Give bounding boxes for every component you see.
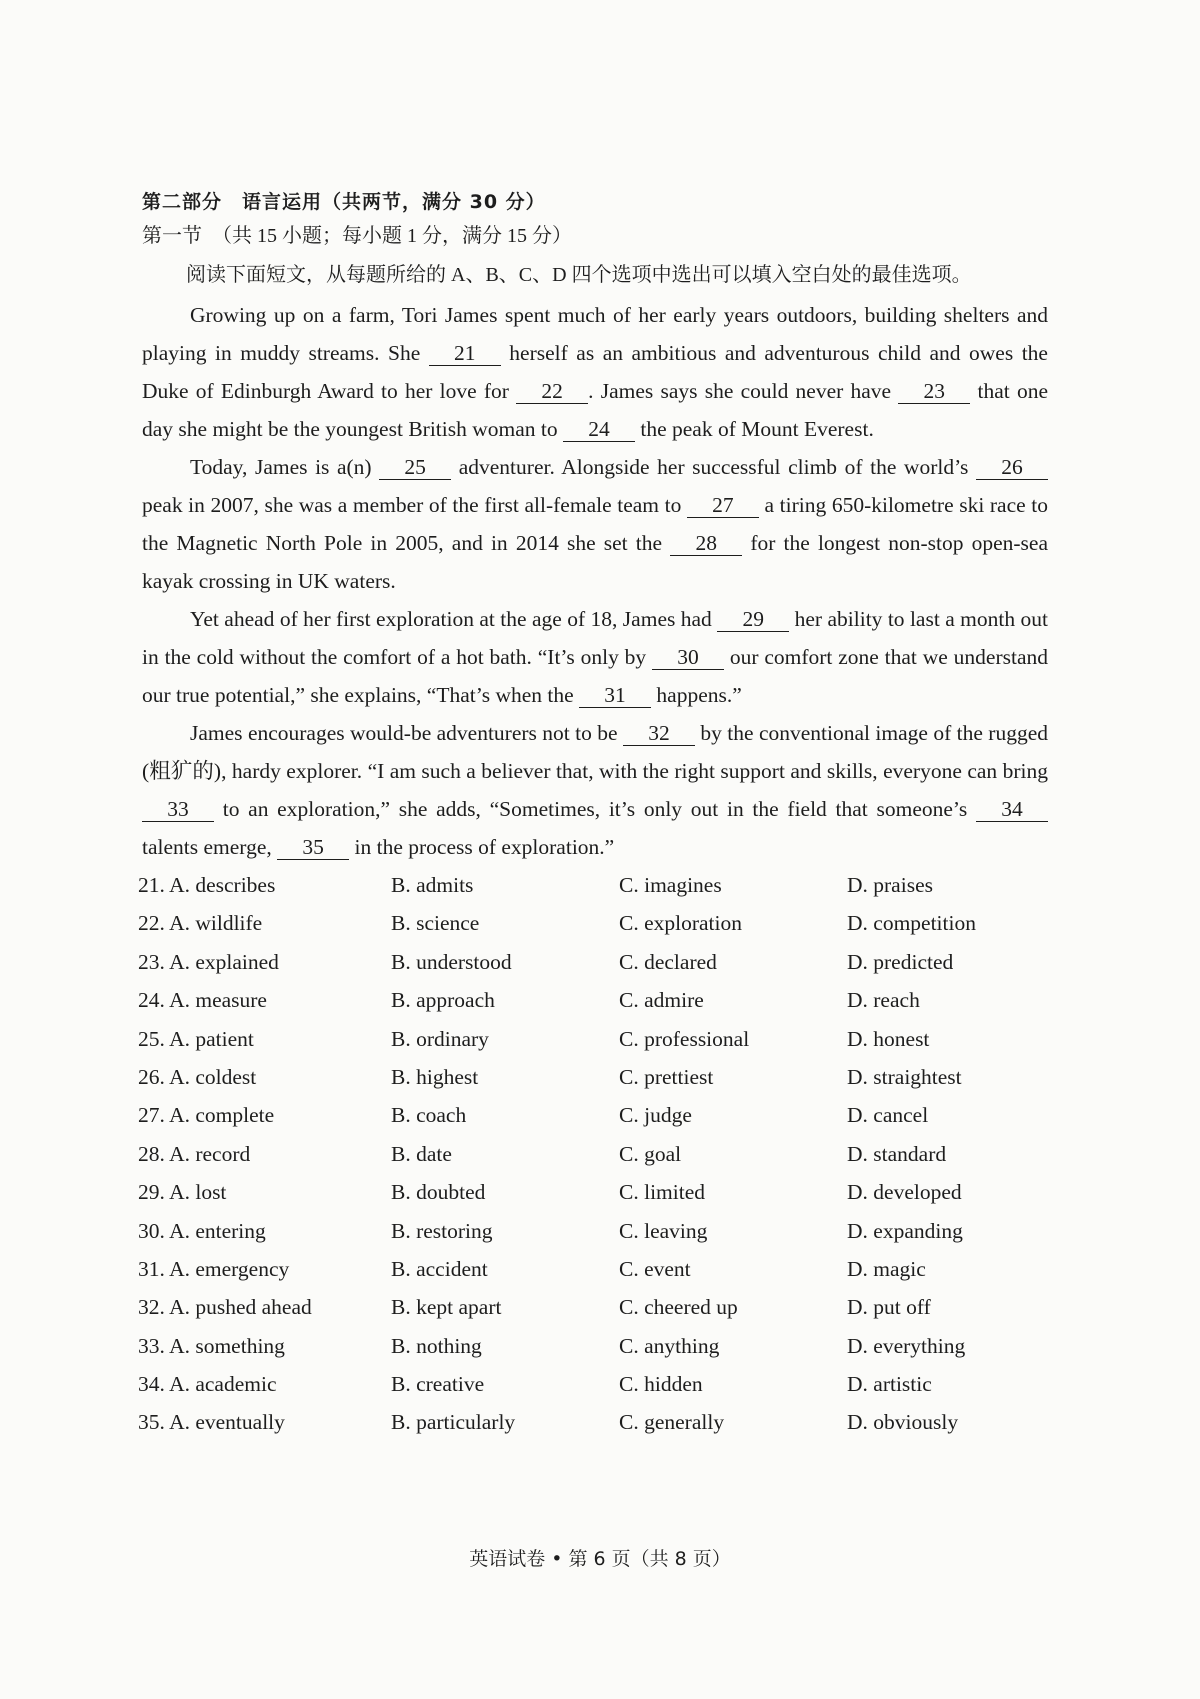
text-run: . James says she could never have xyxy=(588,379,899,403)
text-run: our comfort zone that we understand our true potential,” she explains, “That’s when the xyxy=(142,645,1048,707)
option-c: C. goal xyxy=(619,1141,682,1166)
text-run: adventurer. Alongside her successful climb of the world’s xyxy=(451,455,976,479)
blank-28: 28 xyxy=(670,531,742,556)
blank-21: 21 xyxy=(429,341,501,366)
option-d: D. honest xyxy=(847,1026,930,1051)
page-footer: 英语试卷 • 第 6 页（共 8 页） xyxy=(469,1548,731,1570)
question-35 xyxy=(138,1403,1048,1441)
option-b: B. nothing xyxy=(391,1333,482,1358)
option-b: B. highest xyxy=(391,1064,479,1089)
question-22 xyxy=(138,904,1048,942)
question-32 xyxy=(138,1288,1048,1326)
option-d: D. predicted xyxy=(847,949,954,974)
option-d: D. everything xyxy=(847,1333,966,1358)
blank-26: 26 xyxy=(976,455,1048,480)
option-b: B. creative xyxy=(391,1372,485,1397)
option-c: C. cheered up xyxy=(619,1295,738,1320)
text-run: happens.” xyxy=(651,683,742,707)
option-a: 34. A. academic xyxy=(138,1372,277,1397)
option-b: B. accident xyxy=(391,1256,488,1281)
question-28 xyxy=(138,1135,1048,1173)
text-run: talents emerge, xyxy=(142,835,278,859)
text-run: by the conventional image of the rugged (粗犷的), hardy explorer. “I am such a believer that, with the right support and skills, everyone can bring xyxy=(142,721,1048,783)
option-a: 33. A. something xyxy=(138,1333,285,1358)
text-run: to an exploration,” she adds, “Sometimes, it’s only out in the field that someone’s xyxy=(214,797,976,821)
text-run: peak in 2007, she was a member of the first all-female team to xyxy=(142,493,687,517)
blank-32: 32 xyxy=(623,721,695,746)
option-c: C. professional xyxy=(619,1026,750,1051)
blank-24: 24 xyxy=(563,417,635,442)
option-b: B. kept apart xyxy=(391,1295,502,1320)
option-c: C. generally xyxy=(619,1410,725,1435)
option-d: D. cancel xyxy=(847,1103,929,1128)
question-23 xyxy=(138,943,1048,981)
question-24 xyxy=(138,981,1048,1019)
blank-35: 35 xyxy=(277,835,349,860)
option-b: B. particularly xyxy=(391,1410,516,1435)
option-b: B. date xyxy=(391,1141,452,1166)
option-d: D. obviously xyxy=(847,1410,959,1435)
text-run: Today, James is a(n) xyxy=(190,455,380,479)
question-30 xyxy=(138,1212,1048,1250)
blank-29: 29 xyxy=(717,607,789,632)
text-run: Yet ahead of her first exploration at the age of 18, James had xyxy=(190,607,718,631)
option-c: C. prettiest xyxy=(619,1064,714,1089)
option-b: B. ordinary xyxy=(391,1026,489,1051)
blank-31: 31 xyxy=(579,683,651,708)
option-a: 31. A. emergency xyxy=(138,1256,290,1281)
passage-paragraph-2 xyxy=(142,448,1048,600)
option-d: D. put off xyxy=(847,1295,931,1320)
text-run: the peak of Mount Everest. xyxy=(635,417,874,441)
option-c: C. limited xyxy=(619,1180,705,1205)
passage-paragraph-4 xyxy=(142,714,1048,866)
option-d: D. standard xyxy=(847,1141,947,1166)
blank-34: 34 xyxy=(976,797,1048,822)
option-c: C. judge xyxy=(619,1103,692,1128)
option-c: C. exploration xyxy=(619,911,743,936)
option-b: B. approach xyxy=(391,988,495,1013)
option-d: D. magic xyxy=(847,1256,926,1281)
option-d: D. straightest xyxy=(847,1064,962,1089)
option-c: C. declared xyxy=(619,949,717,974)
question-31 xyxy=(138,1250,1048,1288)
text-run: for the longest non-stop open-sea kayak crossing in UK waters. xyxy=(142,531,1048,593)
option-a: 30. A. entering xyxy=(138,1218,266,1243)
blank-22: 22 xyxy=(516,379,588,404)
option-c: C. admire xyxy=(619,988,704,1013)
option-a: 32. A. pushed ahead xyxy=(138,1295,312,1320)
question-33 xyxy=(138,1327,1048,1365)
option-a: 27. A. complete xyxy=(138,1103,275,1128)
question-34 xyxy=(138,1365,1048,1403)
option-d: D. reach xyxy=(847,988,920,1013)
option-a: 25. A. patient xyxy=(138,1026,254,1051)
options-list xyxy=(138,866,1048,1442)
option-d: D. developed xyxy=(847,1180,962,1205)
option-a: 28. A. record xyxy=(138,1141,251,1166)
option-d: D. competition xyxy=(847,911,976,936)
option-b: B. restoring xyxy=(391,1218,493,1243)
blank-30: 30 xyxy=(652,645,724,670)
option-c: C. hidden xyxy=(619,1372,703,1397)
text-run: a tiring 650-kilometre ski race to the Magnetic North Pole in 2005, and in 2014 she set the xyxy=(142,493,1048,555)
option-c: C. leaving xyxy=(619,1218,708,1243)
instruction: 阅读下面短文，从每题所给的 A、B、C、D 四个选项中选出可以填入空白处的最佳选项。 xyxy=(186,264,972,286)
passage-paragraph-3 xyxy=(142,600,1048,714)
text-run: James encourages would-be adventurers not to be xyxy=(190,721,623,745)
option-c: C. anything xyxy=(619,1333,720,1358)
exam-content xyxy=(138,186,1048,1442)
option-b: B. science xyxy=(391,911,480,936)
option-a: 21. A. describes xyxy=(138,873,276,897)
option-a: 22. A. wildlife xyxy=(138,911,263,936)
option-b: B. doubted xyxy=(391,1180,486,1205)
text-run: Growing up on a farm, Tori James spent much of her early years outdoors, building shelters and playing in muddy streams. She xyxy=(142,303,1048,365)
blank-23: 23 xyxy=(898,379,970,404)
text-run: that one day she might be the youngest British woman to xyxy=(142,379,1048,441)
blank-33: 33 xyxy=(142,797,214,822)
option-a: 23. A. explained xyxy=(138,949,279,974)
question-25 xyxy=(138,1020,1048,1058)
question-21 xyxy=(138,866,1048,904)
option-a: 24. A. measure xyxy=(138,988,267,1013)
passage-paragraph-1 xyxy=(142,296,1048,448)
option-b: B. admits xyxy=(391,873,474,897)
text-run: in the process of exploration.” xyxy=(349,835,615,859)
option-d: D. praises xyxy=(847,873,933,897)
question-27 xyxy=(138,1096,1048,1134)
option-b: B. understood xyxy=(391,949,512,974)
option-a: 35. A. eventually xyxy=(138,1410,285,1435)
part-title: 第二部分 语言运用（共两节，满分 30 分） xyxy=(142,191,546,213)
question-29 xyxy=(138,1173,1048,1211)
option-d: D. artistic xyxy=(847,1372,932,1397)
option-c: C. event xyxy=(619,1256,691,1281)
blank-25: 25 xyxy=(379,455,451,480)
option-a: 26. A. coldest xyxy=(138,1064,257,1089)
blank-27: 27 xyxy=(687,493,759,518)
text-run: her ability to last a month out in the cold without the comfort of a hot bath. “It’s only by xyxy=(142,607,1048,669)
option-c: C. imagines xyxy=(619,873,722,897)
option-d: D. expanding xyxy=(847,1218,963,1243)
text-run: herself as an ambitious and adventurous child and owes the Duke of Edinburgh Award to her love for xyxy=(142,341,1048,403)
option-b: B. coach xyxy=(391,1103,467,1128)
question-26 xyxy=(138,1058,1048,1096)
section-title: 第一节 （共 15 小题；每小题 1 分，满分 15 分） xyxy=(142,225,572,247)
option-a: 29. A. lost xyxy=(138,1180,227,1205)
